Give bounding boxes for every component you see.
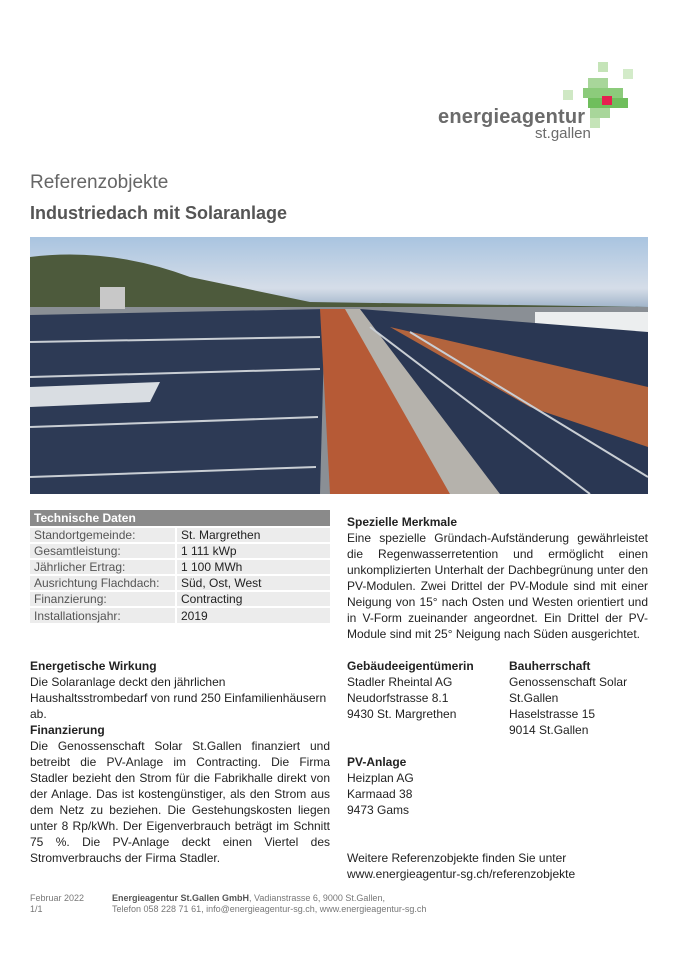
financing-section <box>30 722 330 866</box>
logo-pixel <box>623 69 633 79</box>
more-references <box>347 850 575 882</box>
row-label: Jährlicher Ertrag: <box>30 559 176 575</box>
company-address: , Vadianstrasse 6, 9000 St.Gallen, <box>249 893 385 903</box>
row-value: 1 111 kWp <box>176 543 330 559</box>
address-line: 9430 St. Margrethen <box>347 707 457 721</box>
section-text: Die Solaranlage deckt den jährlichen Haushaltsstrombedarf von rund 250 Einfamilienhäusern ab. <box>30 675 327 721</box>
row-value: Contracting <box>176 591 330 607</box>
table-row <box>30 559 330 575</box>
table-heading: Technische Daten <box>30 510 330 527</box>
logo-pixel <box>590 118 600 128</box>
more-references-text: Weitere Referenzobjekte finden Sie unter <box>347 851 567 865</box>
more-references-link[interactable]: www.energieagentur-sg.ch/referenzobjekte <box>347 867 576 881</box>
address-line: St.Gallen <box>509 691 559 705</box>
row-value: Süd, Ost, West <box>176 575 330 591</box>
section-heading: Gebäudeeigentümerin <box>347 659 474 673</box>
table-row <box>30 607 330 623</box>
address-line: Genossenschaft Solar <box>509 675 628 689</box>
section-text: Die Genossenschaft Solar St.Gallen finanziert und betreibt die PV-Anlage im Contracting. Die Firma Stadler bezieht den Strom für die Fabrikhalle direkt von der Anlage. Das ist kostengünstiger, als den Strom aus dem Netz zu beziehen. Die Gestehungskosten liegen unter 8 Rp/kWh. Der Eigenverbrauch beträgt im Schnitt 75 %. Die PV-Anlage deckt einen Viertel des Stromverbrauchs der Firma Stadler. <box>30 739 330 865</box>
table-row <box>30 527 330 543</box>
logo-pixel <box>590 108 610 118</box>
row-value: 2019 <box>176 607 330 623</box>
technical-data-table <box>30 510 330 623</box>
row-label: Ausrichtung Flachdach: <box>30 575 176 591</box>
section-heading: Finanzierung <box>30 723 105 737</box>
address-line: Karmaad 38 <box>347 787 413 801</box>
row-label: Gesamtleistung: <box>30 543 176 559</box>
section-heading: Energetische Wirkung <box>30 659 157 673</box>
table-row <box>30 575 330 591</box>
address-line: Neudorfstrasse 8.1 <box>347 691 449 705</box>
logo-subtitle: st.gallen <box>535 125 591 142</box>
address-line: Stadler Rheintal AG <box>347 675 453 689</box>
logo-pixel <box>563 90 573 100</box>
footer-contact <box>112 893 426 915</box>
row-label: Finanzierung: <box>30 591 176 607</box>
section-text: Eine spezielle Gründach-Aufständerung gewährleistet die Regenwasserretention und ermöglicht einen unkomplizierten Unterhalt der Dachbegrünung unter den PV-Modulen. Zwei Drittel der PV-Module sind mit einer Neigung von 15° nach Osten und Westen orientiert und in V-Form zueinander angeordnet. Ein Drittel der PV-Module sind mit 25° Neigung nach Süden ausgerichtet. <box>347 531 648 641</box>
date: Februar 2022 <box>30 893 85 903</box>
logo-pixel <box>598 62 608 72</box>
footer-date <box>30 893 84 915</box>
section-heading: PV-Anlage <box>347 755 407 769</box>
row-label: Installationsjahr: <box>30 607 176 623</box>
section-heading: Spezielle Merkmale <box>347 515 458 529</box>
page-number: 1/1 <box>30 904 43 914</box>
row-value: 1 100 MWh <box>176 559 330 575</box>
row-value: St. Margrethen <box>176 527 330 543</box>
special-features-section <box>347 514 648 642</box>
logo-name: energieagentur <box>438 106 586 128</box>
table-row <box>30 543 330 559</box>
address-line: 9473 Gams <box>347 803 410 817</box>
energy-impact-section <box>30 658 330 722</box>
solar-roof-photo <box>30 237 648 494</box>
logo-red-pixel <box>602 96 612 105</box>
company-contact: Telefon 058 228 71 61, info@energieagentur-sg.ch, www.energieagentur-sg.ch <box>112 904 427 914</box>
row-label: Standortgemeinde: <box>30 527 176 543</box>
company-name: Energieagentur St.Gallen GmbH <box>112 893 250 903</box>
logo-pixel <box>588 78 608 88</box>
table-row <box>30 591 330 607</box>
owner-section <box>347 658 474 722</box>
address-line: 9014 St.Gallen <box>509 723 589 737</box>
page-title: Industriedach mit Solaranlage <box>30 203 288 223</box>
category-title: Referenzobjekte <box>30 172 169 193</box>
pv-installer-section <box>347 754 414 818</box>
client-section <box>509 658 627 738</box>
address-line: Heizplan AG <box>347 771 414 785</box>
address-line: Haselstrasse 15 <box>509 707 596 721</box>
section-heading: Bauherrschaft <box>509 659 591 673</box>
